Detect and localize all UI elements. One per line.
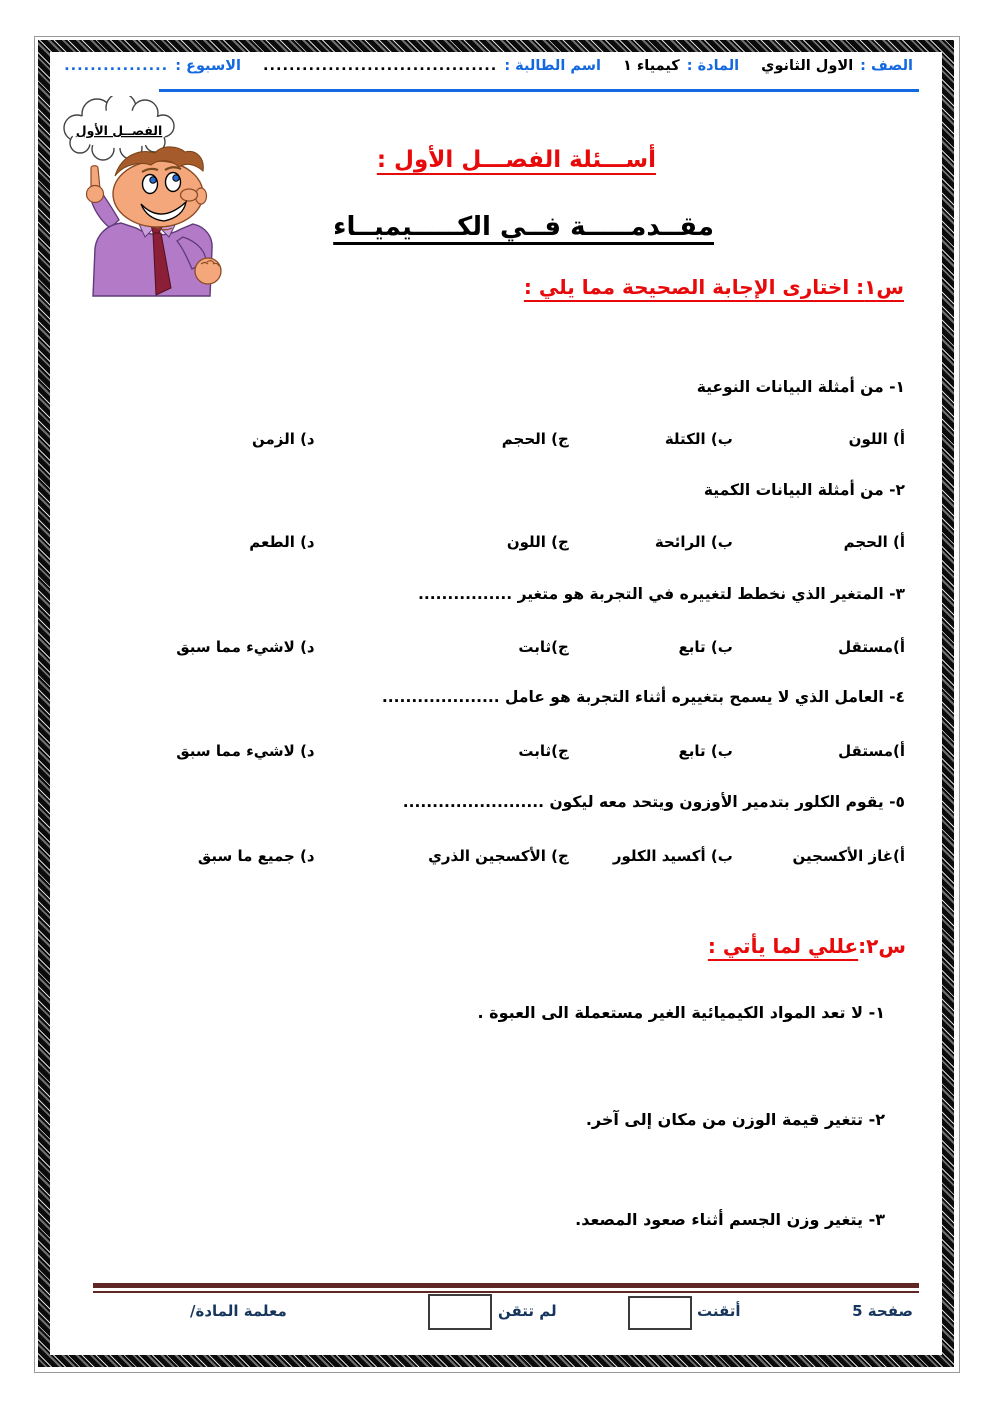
- mcq3-option-a[interactable]: أ)مستقل: [838, 638, 905, 656]
- cartoon-man-icon: [55, 96, 235, 304]
- mcq1-option-a[interactable]: أ) اللون: [848, 430, 905, 448]
- mcq5-option-d[interactable]: د) جميع ما سبق: [197, 847, 315, 865]
- student-name-blank[interactable]: ....................................: [263, 58, 498, 74]
- mcq2-option-c[interactable]: ج) اللون: [506, 533, 569, 551]
- subject-value: كيمياء ١: [622, 58, 680, 74]
- mcq1-option-b[interactable]: ب) الكتلة: [664, 430, 733, 448]
- mcq4-option-b[interactable]: ب) تابع: [678, 742, 733, 760]
- week-field: [64, 58, 241, 74]
- mcq2-options: [85, 533, 905, 551]
- mcq3-option-d[interactable]: د) لاشيء مما سبق: [176, 638, 315, 656]
- mcq4-options: [85, 742, 905, 760]
- essay-item-2: ٢- تتغير قيمة الوزن من مكان إلى آخر.: [585, 1110, 885, 1129]
- mcq1-option-d[interactable]: د) الزمن: [251, 430, 315, 448]
- student-name-label: اسم الطالبة :: [504, 58, 601, 74]
- mcq1-option-c[interactable]: ج) الحجم: [501, 430, 569, 448]
- question2-prefix: س٢:: [858, 934, 906, 958]
- mcq5-option-a[interactable]: أ)غاز الأكسجين: [792, 847, 905, 865]
- mastered-label: أتقنت: [697, 1302, 741, 1320]
- week-blank[interactable]: ................: [64, 58, 169, 74]
- teacher-signature-label: معلمة المادة/: [190, 1302, 287, 1320]
- mcq4-stem: ٤- العامل الذي لا يسمح بتغييره أثناء التجربة هو عامل ....................: [381, 688, 905, 706]
- page-number: صفحة 5: [852, 1302, 913, 1320]
- mcq3-options: [85, 638, 905, 656]
- mcq5-options: [85, 847, 905, 865]
- header: [64, 58, 913, 74]
- student-name-field: [263, 58, 601, 74]
- class-value: الاول الثانوي: [761, 58, 854, 74]
- question1-heading: س١: اختارى الإجابة الصحيحة مما يلي :: [523, 275, 904, 299]
- footer-rule-thin: [93, 1291, 919, 1293]
- mcq2-stem: ٢- من أمثلة البيانات الكمية: [703, 481, 905, 499]
- question2-heading-text: عللي لما يأتي :: [707, 934, 859, 958]
- mcq4-option-c[interactable]: ج)ثابت: [518, 742, 569, 760]
- mcq4-option-a[interactable]: أ)مستقل: [838, 742, 905, 760]
- class-field: [761, 58, 913, 74]
- essay-item-3: ٣- يتغير وزن الجسم أثناء صعود المصعد.: [575, 1210, 885, 1229]
- lesson-title: مقــدمـــــة فــي الكـــــيميــاء: [333, 212, 714, 242]
- mcq2-option-d[interactable]: د) الطعم: [249, 533, 315, 551]
- essay-item-1: ١- لا تعد المواد الكيميائية الغير مستعملة الى العبوة .: [477, 1003, 885, 1022]
- mastered-checkbox[interactable]: [628, 1296, 692, 1330]
- mcq2-option-b[interactable]: ب) الرائحة: [654, 533, 733, 551]
- mcq3-option-c[interactable]: ج)ثابت: [518, 638, 569, 656]
- chapter-questions-title: أســـئلة الفصـــل الأول :: [376, 147, 656, 173]
- mcq3-stem: ٣- المتغير الذي نخطط لتغييره في التجربة هو متغير ................: [417, 585, 905, 603]
- mcq5-option-c[interactable]: ج) الأكسجين الذري: [428, 847, 569, 865]
- mcq4-option-d[interactable]: د) لاشيء مما سبق: [176, 742, 315, 760]
- not-mastered-checkbox[interactable]: [428, 1294, 492, 1330]
- class-label: الصف :: [860, 58, 913, 74]
- question2-heading: [708, 934, 906, 958]
- mcq2-option-a[interactable]: أ) الحجم: [843, 533, 905, 551]
- not-mastered-label: لم تتقن: [498, 1302, 557, 1320]
- mcq1-stem: ١- من أمثلة البيانات النوعية: [696, 378, 905, 396]
- mcq5-stem: ٥- يقوم الكلور بتدمير الأوزون ويتحد معه ليكون ........................: [402, 793, 905, 811]
- thought-bubble-text: الفصــل الأول: [75, 123, 163, 138]
- footer-rule-thick: [93, 1283, 919, 1288]
- mcq3-option-b[interactable]: ب) تابع: [678, 638, 733, 656]
- mcq1-options: [85, 430, 905, 448]
- week-label: الاسبوع :: [175, 58, 241, 74]
- subject-label: المادة :: [686, 58, 740, 74]
- subject-field: [623, 58, 739, 74]
- cartoon-figure: [55, 96, 235, 304]
- mcq5-option-b[interactable]: ب) أكسيد الكلور: [612, 847, 733, 865]
- header-rule: [159, 89, 919, 92]
